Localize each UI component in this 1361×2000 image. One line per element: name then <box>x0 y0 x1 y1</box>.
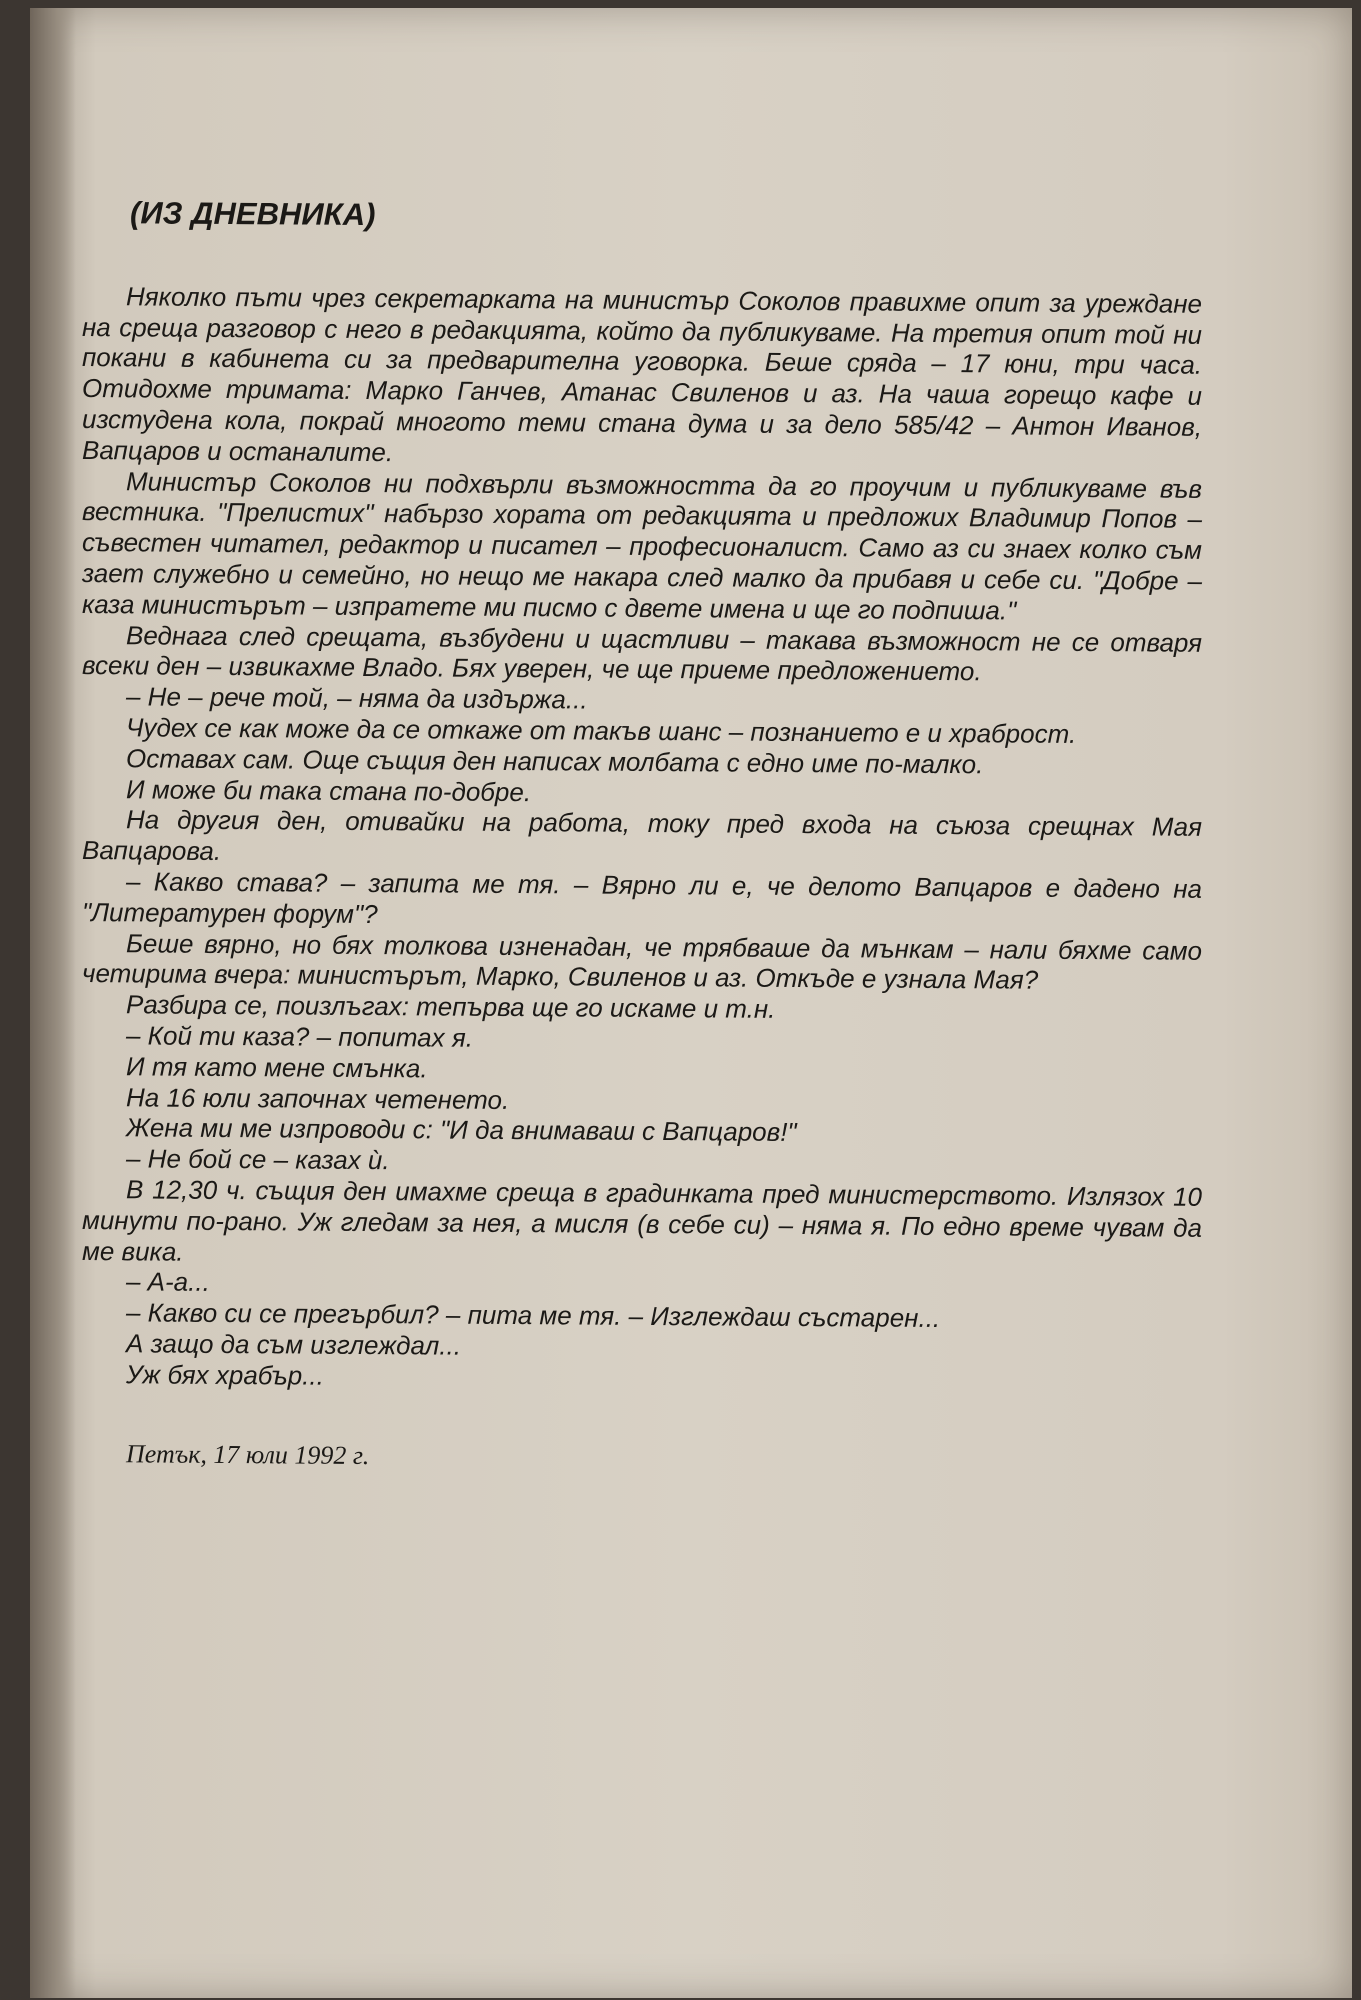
paragraph-6: Оставах сам. Още същия ден написах молбата с едно име по-малко. <box>126 743 984 780</box>
paragraph-18: – А-а... <box>126 1266 210 1298</box>
paragraph-19: – Какво си се прегърбил? – пита ме тя. – Изглеждаш състарен... <box>126 1297 941 1334</box>
signature-date: Петък, 17 юли 1992 г. <box>126 1439 370 1471</box>
paragraph-8: На другия ден, отивайки на работа, току пред входа на съюза срещнах Мая Вапцарова. <box>82 804 1202 867</box>
paragraph-16: – Не бой се – казах ѝ. <box>126 1143 390 1176</box>
paragraph-10: Беше вярно, но бях толкова изненадан, че трябваше да мънкам – нали бяхме само четирима вчера: министърът, Марко, Свиленов и аз. Откъде е узнала Мая? <box>82 927 1202 996</box>
page-title: (ИЗ ДНЕВНИКА) <box>130 195 376 233</box>
book-spine-shadow <box>30 8 76 1998</box>
paragraph-21: Уж бях храбър... <box>126 1358 324 1391</box>
paragraph-4: – Не – рече той, – няма да издържа... <box>126 681 588 715</box>
paragraph-13: И тя като мене смънка. <box>126 1051 428 1084</box>
paragraph-12: – Кой ти каза? – попитах я. <box>126 1020 473 1053</box>
paragraph-20: А защо да съм изглеждал... <box>126 1328 461 1361</box>
book-page <box>30 8 1352 1998</box>
paragraph-2: Министър Соколов ни подхвърли възможността да го проучим и публикуваме във вестника. "Прелистих" набързо хората от редакцията и предложих Владимир Попов – съвестен читател, редактор и писател – професионалист. Само аз си знаех колко съм зает служебно и семейно, но нещо ме накара след малко да прибавя и себе си. "Добре – каза министърът – изпратете ми писмо с двете имена и ще го подпиша." <box>82 465 1202 626</box>
paragraph-14: На 16 юли започнах четенето. <box>126 1081 510 1115</box>
paragraph-9: – Какво става? – запита ме тя. – Вярно ли е, че делото Вапцаров е дадено на "Литературен форум"? <box>82 866 1202 929</box>
paragraph-3: Веднага след срещата, възбудени и щастливи – такава възможност не се отваря всеки ден – извикахме Владо. Бях уверен, че ще приеме предложението. <box>82 619 1202 687</box>
paragraph-5: Чудех се как може да се откаже от такъв шанс – познанието е и храброст. <box>126 712 1077 749</box>
paragraph-1: Няколко пъти чрез секретарката на министър Соколов правихме опит за уреждане на среща разговор с него в редакцията, който да публикуваме. На третия опит той ни покани в кабинета си за предварителна уговорка. Беше сряда – 17 юни, три часа. Отидохме тримата: Марко Ганчев, Атанас Свиленов и аз. На чаша горещо кафе и изстудена кола, покрай многото теми стана дума и за дело 585/42 – Антон Иванов, Вапцаров и останалите. <box>82 281 1202 467</box>
diary-text-block <box>82 195 1202 1478</box>
paragraph-15: Жена ми ме изпроводи с: "И да внимаваш с Вапцаров!" <box>126 1112 797 1148</box>
paragraph-11: Разбира се, поизлъгах: тепърва ще го искаме и т.н. <box>126 989 776 1024</box>
paragraph-7: И може би така стана по-добре. <box>126 773 532 807</box>
paragraph-17: В 12,30 ч. същия ден имахме среща в градинката пред министерството. Излязох 10 минути по-рано. Уж гледам за нея, а мисля (в себе си) – няма я. По едно време чувам да ме вика. <box>82 1174 1202 1267</box>
